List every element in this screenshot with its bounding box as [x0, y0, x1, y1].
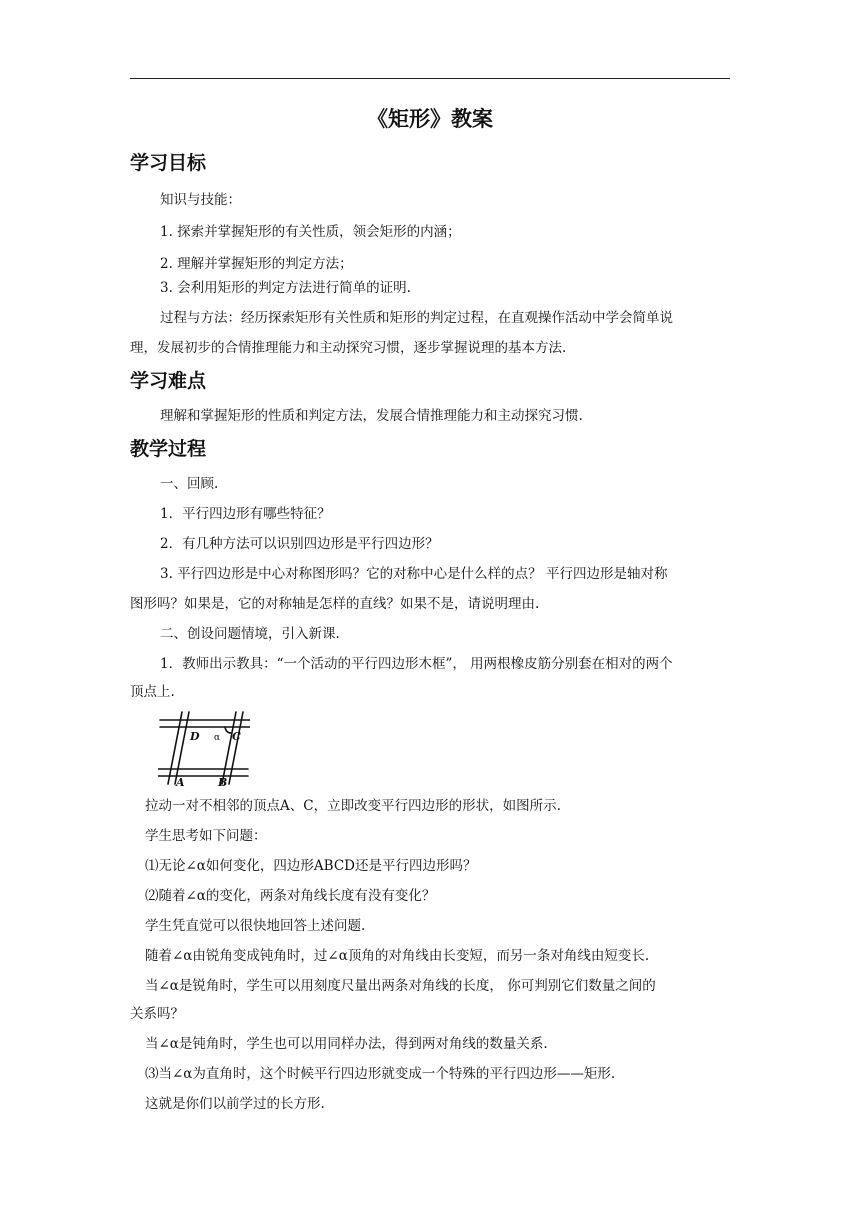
- paragraph: 1．教师出示教具：“一个活动的平行四边形木框”， 用两根橡皮筋分别套在相对的两个: [160, 656, 673, 672]
- angle-label-alpha: α: [214, 733, 221, 743]
- header-rule: [130, 78, 730, 79]
- paragraph: 这就是你们以前学过的长方形.: [145, 1096, 325, 1112]
- paragraph: 二、创设问题情境，引入新课.: [160, 626, 340, 642]
- paragraph: 当∠α是锐角时，学生可以用刻度尺量出两条对角线的长度， 你可判别它们数量之间的: [145, 978, 656, 994]
- frame-left-bar: [168, 712, 182, 784]
- angle-alpha-arc: [225, 727, 231, 733]
- paragraph: 过程与方法：经历探索矩形有关性质和矩形的判定过程，在直观操作活动中学会简单说: [160, 310, 673, 326]
- section-heading-process: 教学过程: [130, 438, 207, 460]
- vertex-label-a: A: [176, 776, 185, 788]
- paragraph: 学生凭直觉可以很快地回答上述问题.: [145, 918, 366, 934]
- vertex-label-c: C: [232, 730, 241, 743]
- vertex-label-d: D: [190, 730, 200, 743]
- paragraph: 图形吗？如果是，它的对称轴是怎样的直线？如果不是，请说明理由.: [130, 596, 540, 612]
- paragraph: 学生思考如下问题：: [145, 828, 267, 844]
- parallelogram-frame-figure: [158, 706, 250, 788]
- section-heading-difficulty: 学习难点: [130, 370, 207, 392]
- paragraph: ⑴无论∠α如何变化，四边形ABCD还是平行四边形吗？: [145, 858, 477, 874]
- paragraph: 拉动一对不相邻的顶点A、C，立即改变平行四边形的形状，如图所示.: [145, 798, 561, 814]
- paragraph: ⑶当∠α为直角时，这个时候平行四边形就变成一个特殊的平行四边形——矩形.: [145, 1066, 616, 1082]
- paragraph: 2. 理解并掌握矩形的判定方法；: [160, 256, 353, 272]
- paragraph: 知识与技能：: [160, 192, 241, 208]
- frame-right-bar: [222, 712, 236, 784]
- frame-right-bar-inner: [229, 712, 243, 784]
- page-title: 《矩形》教案: [367, 107, 493, 131]
- section-heading-goals: 学习目标: [130, 152, 207, 174]
- paragraph: 2．有几种方法可以识别四边形是平行四边形？: [160, 536, 439, 552]
- paragraph: 关系吗？: [130, 1006, 184, 1022]
- paragraph: 顶点上.: [130, 684, 175, 700]
- paragraph: 3. 平行四边形是中心对称图形吗？它的对称中心是什么样的点？ 平行四边形是轴对称: [160, 566, 668, 582]
- paragraph: 随着∠α由锐角变成钝角时，过∠α顶角的对角线由长变短，而另一条对角线由短变长.: [145, 948, 650, 964]
- paragraph: 理解和掌握矩形的性质和判定方法，发展合情推理能力和主动探究习惯.: [160, 408, 583, 424]
- vertex-label-b: B: [218, 776, 228, 788]
- paragraph: 3. 会利用矩形的判定方法进行简单的证明.: [160, 280, 411, 296]
- paragraph: 1．平行四边形有哪些特征？: [160, 506, 331, 522]
- paragraph: 当∠α是钝角时，学生也可以用同样办法，得到两对角线的数量关系.: [145, 1036, 548, 1052]
- paragraph: 理，发展初步的合情推理能力和主动探究习惯，逐步掌握说理的基本方法.: [130, 340, 567, 356]
- frame-left-bar-inner: [175, 712, 189, 784]
- paragraph: 一、回顾.: [160, 476, 219, 492]
- paragraph: 1. 探索并掌握矩形的有关性质，领会矩形的内涵；: [160, 224, 461, 240]
- paragraph: ⑵随着∠α的变化，两条对角线长度有没有变化？: [145, 888, 436, 904]
